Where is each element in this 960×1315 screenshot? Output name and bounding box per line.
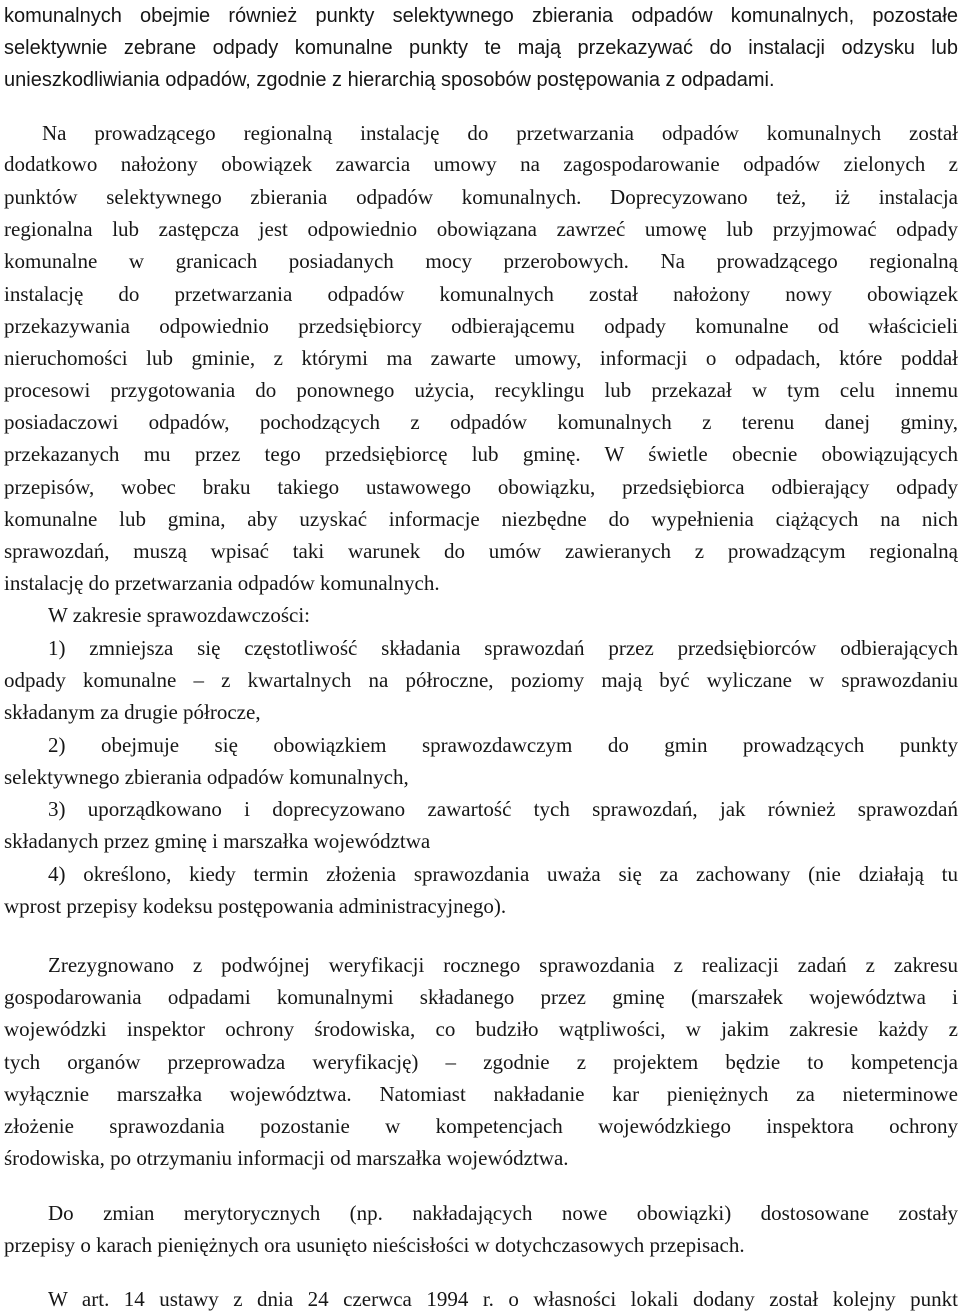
text-line: przekazanych mu przez tego przedsiębiorcę lub gminę. W świetle obecnie obowiązujących (4, 442, 958, 466)
text-line: dodatkowo nałożony obowiązek zawarcia umowy na zagospodarowanie odpadów zielonych z (4, 152, 958, 176)
text-line: Zrezygnowano z podwójnej weryfikacji rocznego sprawozdania z realizacji zadań z zakresu (48, 953, 958, 977)
text-line: selektywnego zbierania odpadów komunalnych, (4, 765, 409, 789)
text-line: tych organów przeprowadza weryfikację) – zgodnie z projektem będzie to kompetencja (4, 1050, 958, 1074)
list-heading: W zakresie sprawozdawczości: (48, 603, 310, 627)
list-item: 4) określono, kiedy termin złożenia sprawozdania uważa się za zachowany (nie działają tu (48, 862, 958, 886)
text-line: Na prowadzącego regionalną instalację do przetwarzania odpadów komunalnych został (42, 121, 958, 145)
text-line: przekazywania odpowiednio przedsiębiorcy odbierającemu odpady komunalne od właścicieli (4, 314, 958, 338)
text-line: komunalne w granicach posiadanych mocy przerobowych. Na prowadzącego regionalną (4, 249, 958, 273)
text-line: sprawozdań, muszą wpisać taki warunek do umów zawieranych z prowadzącym regionalną (4, 539, 958, 563)
text-line: przepisów, wobec braku takiego ustawowego obowiązku, przedsiębiorca odbierający odpady (4, 475, 958, 499)
text-line: procesowi przygotowania do ponownego użycia, recyklingu lub przekazał w tym celu innemu (4, 378, 958, 402)
text-line: gospodarowania odpadami komunalnymi składanego przez gminę (marszałek województwa i (4, 985, 958, 1009)
text-line: selektywnie zebrane odpady komunalne punkty te mają przekazywać do instalacji odzysku lub (4, 37, 958, 59)
text-line: składanym za drugie półrocze, (4, 700, 261, 724)
text-line: Do zmian merytorycznych (np. nakładających nowe obowiązki) dostosowane zostały (48, 1201, 958, 1225)
text-line: wprost przepisy kodeksu postępowania administracyjnego). (4, 894, 507, 918)
text-line: unieszkodliwiania odpadów, zgodnie z hierarchią sposobów postępowania z odpadami. (4, 69, 775, 91)
text-line: przepisy o karach pieniężnych ora usunięto nieścisłości w dotychczasowych przepisach. (4, 1233, 745, 1257)
text-line: komunalne lub gmina, aby uzyskać informacje niezbędne do wypełnienia ciążących na nich (4, 507, 958, 531)
text-line: nieruchomości lub gminie, z którymi ma zawarte umowy, informacji o odpadach, które poddał (4, 346, 958, 370)
list-item: 2) obejmuje się obowiązkiem sprawozdawczym do gmin prowadzących punkty (48, 733, 958, 757)
text-line: wyłącznie marszałka województwa. Natomiast nakładanie kar pieniężnych za nieterminowe (4, 1082, 958, 1106)
text-line: regionalna lub zastępcza jest odpowiednio obowiązana zawrzeć umowę lub przyjmować odpady (4, 217, 958, 241)
text-line: komunalnych obejmie również punkty selektywnego zbierania odpadów komunalnych, pozostałe (4, 5, 958, 27)
list-item: 1) zmniejsza się częstotliwość składania sprawozdań przez przedsiębiorców odbierających (48, 636, 958, 660)
text-line: W art. 14 ustawy z dnia 24 czerwca 1994 r. o własności lokali dodany został kolejny punkt (48, 1287, 958, 1311)
text-line: wojewódzki inspektor ochrony środowiska, co budziło wątpliwości, w jakim zakresie każdy z (4, 1017, 958, 1041)
text-line: składanych przez gminę i marszałka województwa (4, 829, 431, 853)
text-line: odpady komunalne – z kwartalnych na półroczne, poziomy mają być wyliczane w sprawozdaniu (4, 668, 958, 692)
text-line: punktów selektywnego zbierania odpadów komunalnych. Doprecyzowano też, iż instalacja (4, 185, 958, 209)
text-line: posiadaczowi odpadów, pochodzących z odpadów komunalnych z terenu danej gminy, (4, 410, 958, 434)
text-line: środowiska, po otrzymaniu informacji od marszałka województwa. (4, 1146, 569, 1170)
text-line: instalację do przetwarzania odpadów komunalnych. (4, 571, 440, 595)
list-item: 3) uporządkowano i doprecyzowano zawartość tych sprawozdań, jak również sprawozdań (48, 797, 958, 821)
text-line: złożenie sprawozdania pozostanie w kompetencjach wojewódzkiego inspektora ochrony (4, 1114, 958, 1138)
text-line: instalację do przetwarzania odpadów komunalnych został nałożony nowy obowiązek (4, 282, 958, 306)
